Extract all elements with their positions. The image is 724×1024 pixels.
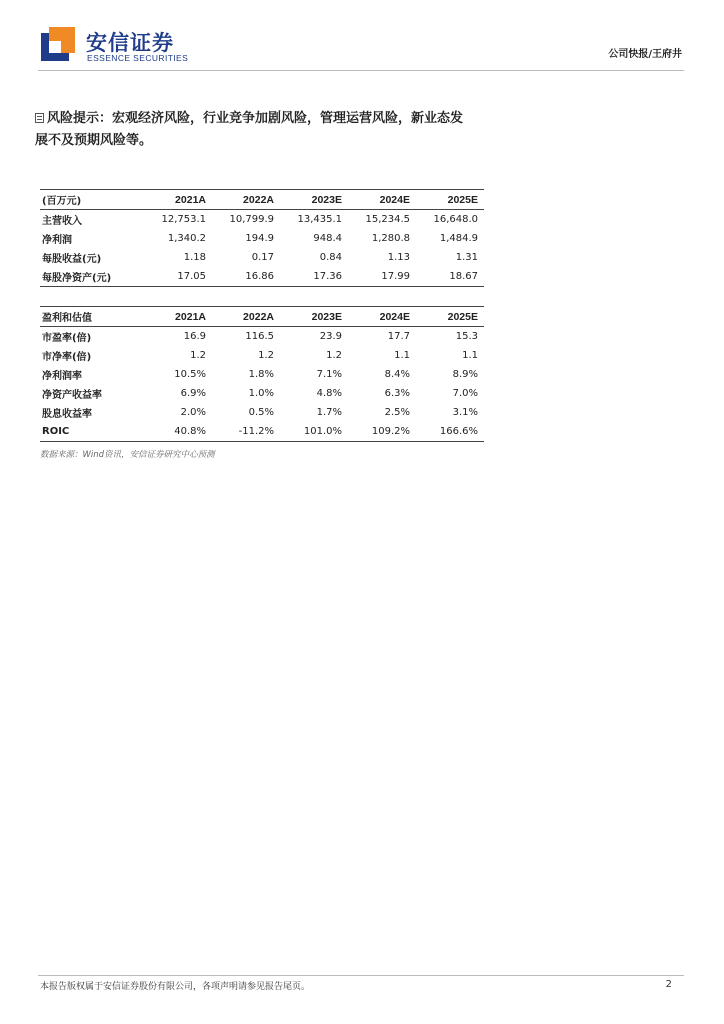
risk-warning-text: 风险提示：宏观经济风险，行业竞争加剧风险，管理运营风险，新业态发展不及预期风险等。 <box>35 111 464 148</box>
table-row <box>40 365 484 384</box>
table-cell: 1.8% <box>248 369 274 380</box>
copyright-notice: 本报告版权属于安信证券股份有限公司，各项声明请参见报告尾页。 <box>40 982 311 992</box>
table-cell: 16,648.0 <box>433 214 478 225</box>
table-header-cell: 盈利和估值 <box>40 307 144 327</box>
table-cell: 16.86 <box>212 267 280 287</box>
table-cell: 3.1% <box>452 407 478 418</box>
table-cell: 116.5 <box>245 331 274 342</box>
table-cell: 6.3% <box>384 388 410 399</box>
table-header-cell: 2023E <box>280 190 348 210</box>
row-label: 市净率(倍) <box>42 352 92 363</box>
table-cell: 15,234.5 <box>365 214 410 225</box>
document-type: 公司快报/王府井 <box>608 49 682 60</box>
table-cell: 1.7% <box>316 407 342 418</box>
table-header-cell: 2023E <box>280 307 348 327</box>
row-label: 净利润率 <box>42 371 82 382</box>
table-cell: 1.1 <box>462 350 478 361</box>
table-cell: 1.1 <box>394 350 410 361</box>
valuation-table <box>40 306 484 442</box>
table-cell: 4.8% <box>316 388 342 399</box>
data-source-note: 数据来源：Wind资讯，安信证券研究中心预测 <box>40 450 215 460</box>
row-label: 股息收益率 <box>42 409 92 420</box>
row-label: 净资产收益率 <box>42 390 102 401</box>
table-cell: 8.4% <box>384 369 410 380</box>
table-row <box>40 384 484 403</box>
row-label: ROIC <box>40 422 144 442</box>
table-cell: 109.2% <box>348 422 416 442</box>
table-cell: 17.05 <box>144 267 212 287</box>
table-cell: 101.0% <box>280 422 348 442</box>
table-cell: 17.36 <box>280 267 348 287</box>
table-cell: 10,799.9 <box>229 214 274 225</box>
table-cell: 10.5% <box>174 369 206 380</box>
table-row <box>40 229 484 248</box>
table-header-cell: 2025E <box>416 190 484 210</box>
table-cell: 2.5% <box>384 407 410 418</box>
table-cell: 16.9 <box>183 331 206 342</box>
table-cell: 7.0% <box>452 388 478 399</box>
table-header-row <box>40 307 484 327</box>
table-header-cell: 2024E <box>348 307 416 327</box>
table-cell: 1.2 <box>190 350 206 361</box>
table-cell: 40.8% <box>144 422 212 442</box>
table-row <box>40 267 484 287</box>
table-cell: 12,753.1 <box>161 214 206 225</box>
table-header-cell: 2022A <box>212 190 280 210</box>
table-cell: 194.9 <box>245 233 274 244</box>
table-cell: 15.3 <box>455 331 478 342</box>
table-cell: -11.2% <box>212 422 280 442</box>
table-cell: 2.0% <box>180 407 206 418</box>
table-cell: 0.84 <box>319 252 342 263</box>
table-row <box>40 403 484 422</box>
page-header <box>0 0 724 80</box>
table-header-cell: 2021A <box>144 307 212 327</box>
table-cell: 0.17 <box>251 252 274 263</box>
table-header-cell: 2025E <box>416 307 484 327</box>
table-header-cell: (百万元) <box>40 190 144 210</box>
footer-divider <box>38 975 684 976</box>
logo-text-en: ESSENCE SECURITIES <box>87 53 189 63</box>
table-cell: 1.13 <box>387 252 410 263</box>
table-row <box>40 248 484 267</box>
table-cell: 1.2 <box>326 350 342 361</box>
table-cell: 1.2 <box>258 350 274 361</box>
table-cell: 17.7 <box>387 331 410 342</box>
document-icon <box>35 113 44 123</box>
table-cell: 6.9% <box>180 388 206 399</box>
table-cell: 13,435.1 <box>297 214 342 225</box>
table-cell: 18.67 <box>416 267 484 287</box>
row-label: 每股净资产(元) <box>40 267 144 287</box>
table-cell: 7.1% <box>316 369 342 380</box>
table-cell: 17.99 <box>348 267 416 287</box>
row-label: 每股收益(元) <box>42 254 102 265</box>
table-row <box>40 422 484 442</box>
table-cell: 1,340.2 <box>167 233 206 244</box>
table-cell: 8.9% <box>452 369 478 380</box>
table-cell: 0.5% <box>248 407 274 418</box>
table-row <box>40 210 484 230</box>
table-row <box>40 327 484 347</box>
risk-warning <box>35 108 475 152</box>
table-cell: 23.9 <box>319 331 342 342</box>
table-cell: 166.6% <box>416 422 484 442</box>
table-row <box>40 346 484 365</box>
table-header-cell: 2024E <box>348 190 416 210</box>
table-header-cell: 2021A <box>144 190 212 210</box>
table-cell: 948.4 <box>313 233 342 244</box>
row-label: 市盈率(倍) <box>42 333 92 344</box>
logo-text-cn: 安信证券 <box>86 31 174 55</box>
table-cell: 1,280.8 <box>371 233 410 244</box>
logo-icon <box>41 27 75 61</box>
table-cell: 1.31 <box>455 252 478 263</box>
row-label: 净利润 <box>42 235 72 246</box>
page-number: 2 <box>665 979 672 990</box>
table-header-row <box>40 190 484 210</box>
financial-summary-table <box>40 189 484 287</box>
table-cell: 1,484.9 <box>439 233 478 244</box>
header-divider <box>38 70 684 71</box>
table-header-cell: 2022A <box>212 307 280 327</box>
table-cell: 1.0% <box>248 388 274 399</box>
table-cell: 1.18 <box>183 252 206 263</box>
row-label: 主营收入 <box>42 216 82 227</box>
